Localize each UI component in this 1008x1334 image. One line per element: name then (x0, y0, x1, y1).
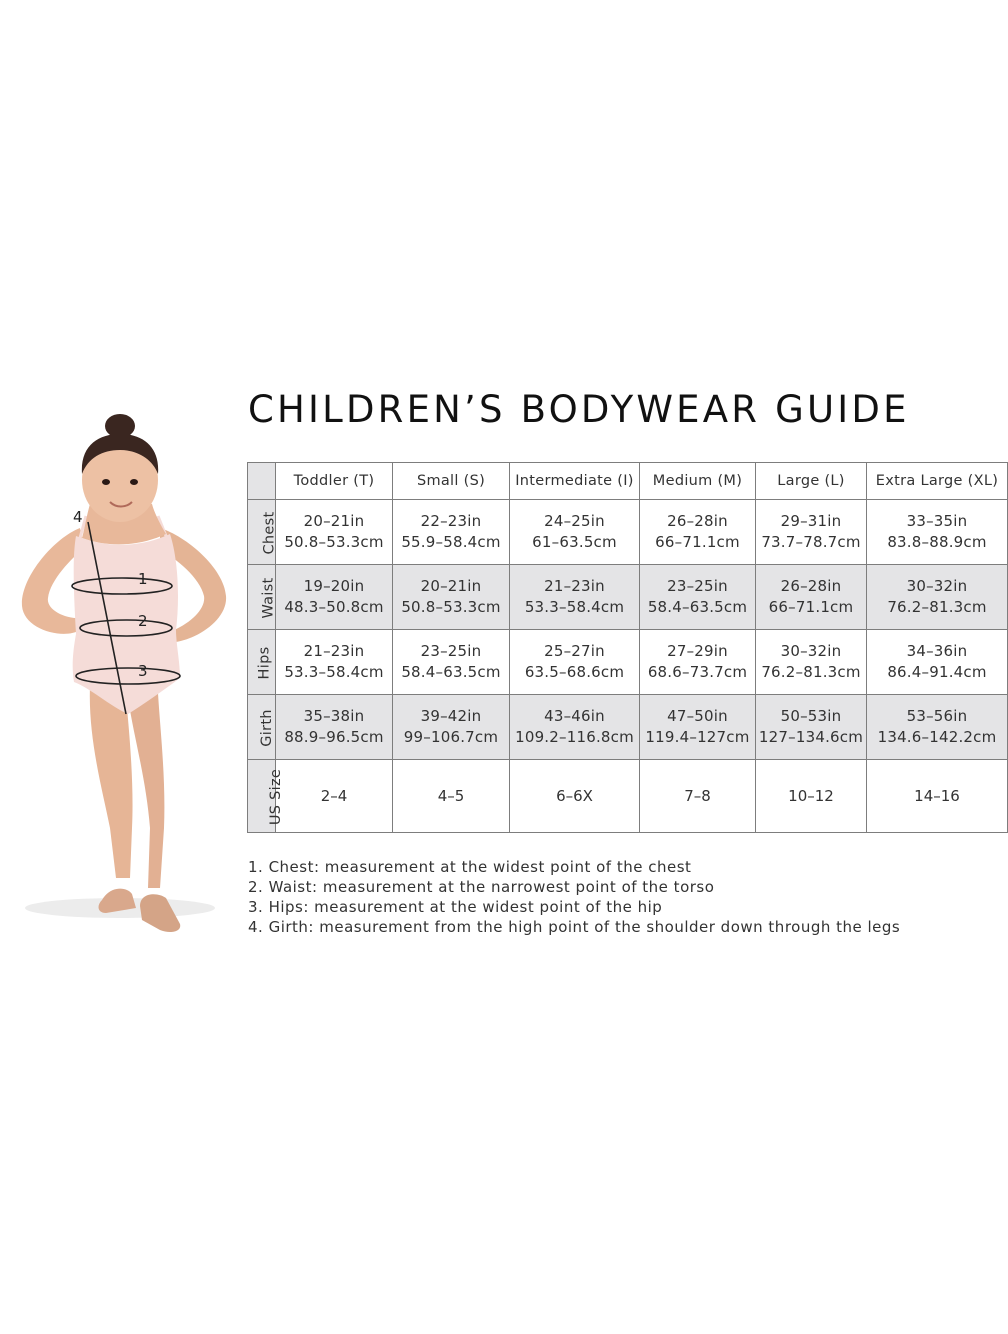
measure-inches: 30–32in (906, 577, 968, 595)
table-cell (867, 565, 1008, 630)
table-cell: 4–5 (393, 760, 510, 833)
guide-title: CHILDREN’S BODYWEAR GUIDE (248, 388, 910, 431)
measure-centimeters: 86.4–91.4cm (887, 663, 987, 681)
table-cell: 6–6X (510, 760, 640, 833)
measure-inches: 23–25in (420, 642, 482, 660)
column-header: Toddler (T) (276, 463, 393, 500)
table-row (248, 630, 1008, 695)
marker-2: 2 (138, 612, 148, 630)
measure-inches: 29–31in (780, 512, 842, 530)
measure-centimeters: 53.3–58.4cm (284, 663, 384, 681)
measure-inches: 20–21in (303, 512, 365, 530)
measure-centimeters: 127–134.6cm (758, 728, 864, 746)
table-cell (640, 630, 756, 695)
measure-inches: 43–46in (544, 707, 605, 725)
measure-centimeters: 119.4–127cm (645, 728, 750, 746)
measure-inches: 47–50in (667, 707, 728, 725)
measurement-notes (248, 857, 900, 937)
table-cell: 10–12 (756, 760, 867, 833)
measure-centimeters: 53.3–58.4cm (524, 598, 625, 616)
measure-inches: 33–35in (906, 512, 968, 530)
row-label: US Size (268, 768, 285, 826)
table-cell (510, 500, 640, 565)
table-cell (510, 630, 640, 695)
table-cell (393, 630, 510, 695)
row-label: Hips (256, 646, 273, 680)
measure-inches: 27–29in (667, 642, 728, 660)
table-cell (867, 500, 1008, 565)
hair-bun (105, 414, 135, 438)
table-row (248, 500, 1008, 565)
measure-inches: 50–53in (780, 707, 842, 725)
measure-inches: 39–42in (420, 707, 482, 725)
measure-inches: 23–25in (667, 577, 728, 595)
measure-inches: 19–20in (303, 577, 365, 595)
measure-inches: 26–28in (667, 512, 728, 530)
measure-centimeters: 76.2–81.3cm (887, 598, 987, 616)
table-cell (276, 630, 393, 695)
measure-centimeters: 83.8–88.9cm (887, 533, 987, 551)
row-header (248, 760, 285, 833)
column-header: Intermediate (I) (510, 463, 640, 500)
measure-inches: 20–21in (420, 577, 482, 595)
measure-centimeters: 76.2–81.3cm (761, 663, 861, 681)
row-header (248, 565, 276, 630)
measure-inches: 53–56in (906, 707, 968, 725)
column-header: Large (L) (756, 463, 867, 500)
table-cell (756, 630, 867, 695)
header-corner (248, 463, 276, 500)
measure-inches: 34–36in (906, 642, 968, 660)
table-cell (393, 500, 510, 565)
table-cell (276, 695, 393, 760)
measure-centimeters: 68.6–73.7cm (647, 663, 748, 681)
table-cell (756, 695, 867, 760)
measure-centimeters: 134.6–142.2cm (877, 728, 997, 746)
measure-centimeters: 99–106.7cm (403, 728, 499, 746)
table-cell (756, 500, 867, 565)
measure-centimeters: 48.3–50.8cm (284, 598, 384, 616)
measure-centimeters: 73.7–78.7cm (761, 533, 861, 551)
table-cell: 2–4 (276, 760, 393, 833)
table-row (248, 760, 1008, 833)
note-line: 1. Chest: measurement at the widest point of the chest (248, 858, 692, 876)
measure-inches: 25–27in (544, 642, 605, 660)
note-line: 3. Hips: measurement at the widest point of the hip (248, 898, 663, 916)
row-header (248, 695, 276, 760)
measure-centimeters: 55.9–58.4cm (401, 533, 501, 551)
table-cell (640, 500, 756, 565)
table-row (248, 695, 1008, 760)
row-label: Girth (258, 709, 275, 747)
table-cell (756, 565, 867, 630)
measurement-diagram (10, 408, 242, 948)
measure-inches: 21–23in (544, 577, 605, 595)
measure-inches: 21–23in (303, 642, 365, 660)
size-chart-table (247, 462, 1008, 833)
measure-inches: 22–23in (420, 512, 482, 530)
measure-centimeters: 66–71.1cm (768, 598, 854, 616)
table-row (248, 565, 1008, 630)
row-label: Waist (260, 577, 277, 619)
column-header: Small (S) (393, 463, 510, 500)
measure-inches: 35–38in (303, 707, 365, 725)
table-cell (640, 695, 756, 760)
note-line: 4. Girth: measurement from the high point of the shoulder down through the legs (248, 918, 901, 936)
measure-inches: 24–25in (544, 512, 605, 530)
marker-4: 4 (73, 508, 83, 526)
column-header: Extra Large (XL) (867, 463, 1008, 500)
measure-centimeters: 88.9–96.5cm (284, 728, 384, 746)
table-cell: 14–16 (867, 760, 1008, 833)
measure-centimeters: 61–63.5cm (532, 533, 617, 551)
measure-centimeters: 109.2–116.8cm (515, 728, 634, 746)
measure-inches: 30–32in (780, 642, 842, 660)
table-cell: 7–8 (640, 760, 756, 833)
row-label: Chest (261, 511, 278, 555)
table-cell (510, 695, 640, 760)
row-header (248, 500, 276, 565)
table-cell (640, 565, 756, 630)
table-cell (276, 565, 393, 630)
measure-centimeters: 58.4–63.5cm (647, 598, 748, 616)
table-cell (510, 565, 640, 630)
measure-centimeters: 66–71.1cm (655, 533, 740, 551)
table-cell (276, 500, 393, 565)
row-header (248, 630, 276, 695)
marker-3: 3 (138, 662, 148, 680)
header-row (248, 463, 1008, 500)
column-header: Medium (M) (640, 463, 756, 500)
table-cell (393, 695, 510, 760)
measure-centimeters: 63.5–68.6cm (524, 663, 625, 681)
note-line: 2. Waist: measurement at the narrowest point of the torso (248, 878, 715, 896)
table-cell (867, 630, 1008, 695)
child-model-figure (10, 408, 242, 948)
measure-centimeters: 58.4–63.5cm (401, 663, 501, 681)
measure-centimeters: 50.8–53.3cm (401, 598, 501, 616)
marker-1: 1 (138, 570, 148, 588)
table-cell (867, 695, 1008, 760)
measure-centimeters: 50.8–53.3cm (284, 533, 384, 551)
measure-inches: 26–28in (780, 577, 842, 595)
table-cell (393, 565, 510, 630)
